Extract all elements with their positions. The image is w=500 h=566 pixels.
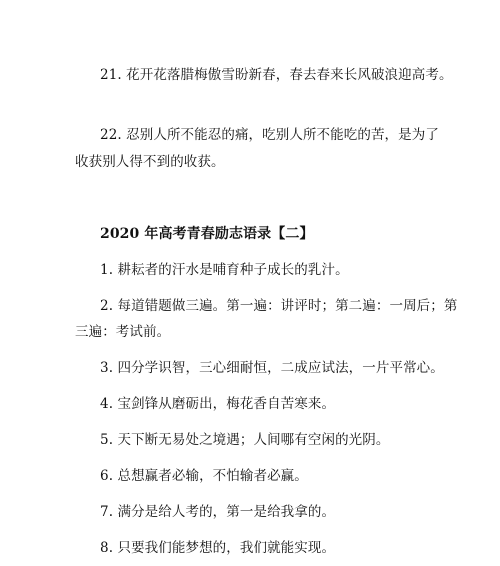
- item-5-line1: 5. 天下断无易处之境遇；人间哪有空闲的光阴。: [100, 432, 390, 448]
- item-1-line1: 1. 耕耘者的汗水是哺育种子成长的乳汁。: [100, 262, 349, 278]
- item-6-line1: 6. 总想赢者必输，不怕输者必赢。: [100, 468, 308, 484]
- paragraph-22-line2: 收获别人得不到的收获。: [75, 154, 225, 170]
- item-2-line1: 2. 每道错题做三遍。第一遍：讲评时；第二遍：一周后；第: [100, 298, 458, 314]
- item-2-line2: 三遍：考试前。: [75, 324, 171, 340]
- paragraph-21-line1: 21. 花开花落腊梅傲雪盼新春，春去春来长风破浪迎高考。: [100, 67, 453, 83]
- item-4-line1: 4. 宝剑锋从磨砺出，梅花香自苦寒来。: [100, 396, 336, 412]
- item-7-line1: 7. 满分是给人考的，第一是给我拿的。: [100, 504, 336, 520]
- paragraph-22-line1: 22. 忍别人所不能忍的痛，吃别人所不能吃的苦，是为了: [100, 127, 439, 143]
- item-3-line1: 3. 四分学识智，三心细耐恒，二成应试法，一片平常心。: [100, 360, 444, 376]
- item-8-line1: 8. 只要我们能梦想的，我们就能实现。: [100, 540, 336, 556]
- section-heading: 2020 年高考青春励志语录【二】: [100, 226, 314, 242]
